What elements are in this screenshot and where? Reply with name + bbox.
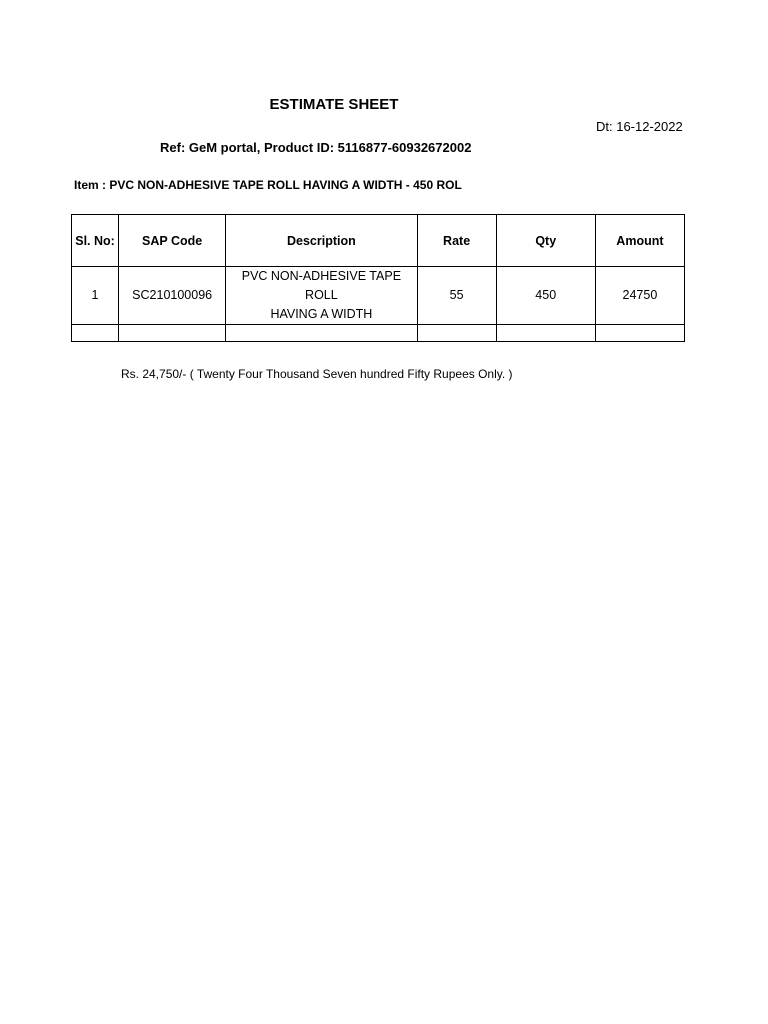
- col-header-sap-code: SAP Code: [119, 215, 226, 267]
- col-header-amount: Amount: [595, 215, 684, 267]
- col-header-description: Description: [226, 215, 417, 267]
- cell-description: [226, 267, 417, 325]
- cell-sl-no: 1: [72, 267, 119, 325]
- estimate-table: [71, 214, 685, 342]
- cell-amount: 24750: [595, 267, 684, 325]
- empty-cell: [496, 325, 595, 342]
- document-title: ESTIMATE SHEET: [269, 96, 399, 113]
- table-header-row: [72, 215, 685, 267]
- empty-cell: [417, 325, 496, 342]
- empty-cell: [595, 325, 684, 342]
- cell-sap-code: SC210100096: [119, 267, 226, 325]
- cell-rate: 55: [417, 267, 496, 325]
- empty-table-row: [72, 325, 685, 342]
- reference-line: Ref: GeM portal, Product ID: 5116877-60932672002: [160, 140, 472, 155]
- table-row: [72, 267, 685, 325]
- col-header-sl-no: Sl. No:: [72, 215, 119, 267]
- col-header-rate: Rate: [417, 215, 496, 267]
- item-line: Item : PVC NON-ADHESIVE TAPE ROLL HAVING A WIDTH - 450 ROL: [74, 178, 462, 192]
- amount-in-words: Rs. 24,750/- ( Twenty Four Thousand Seven hundred Fifty Rupees Only. ): [121, 367, 513, 381]
- empty-cell: [119, 325, 226, 342]
- col-header-qty: Qty: [496, 215, 595, 267]
- empty-cell: [72, 325, 119, 342]
- document-date: Dt: 16-12-2022: [596, 119, 683, 134]
- description-line-1: PVC NON-ADHESIVE TAPE ROLL: [241, 269, 402, 302]
- empty-cell: [226, 325, 417, 342]
- cell-qty: 450: [496, 267, 595, 325]
- description-line-2: HAVING A WIDTH: [270, 307, 373, 321]
